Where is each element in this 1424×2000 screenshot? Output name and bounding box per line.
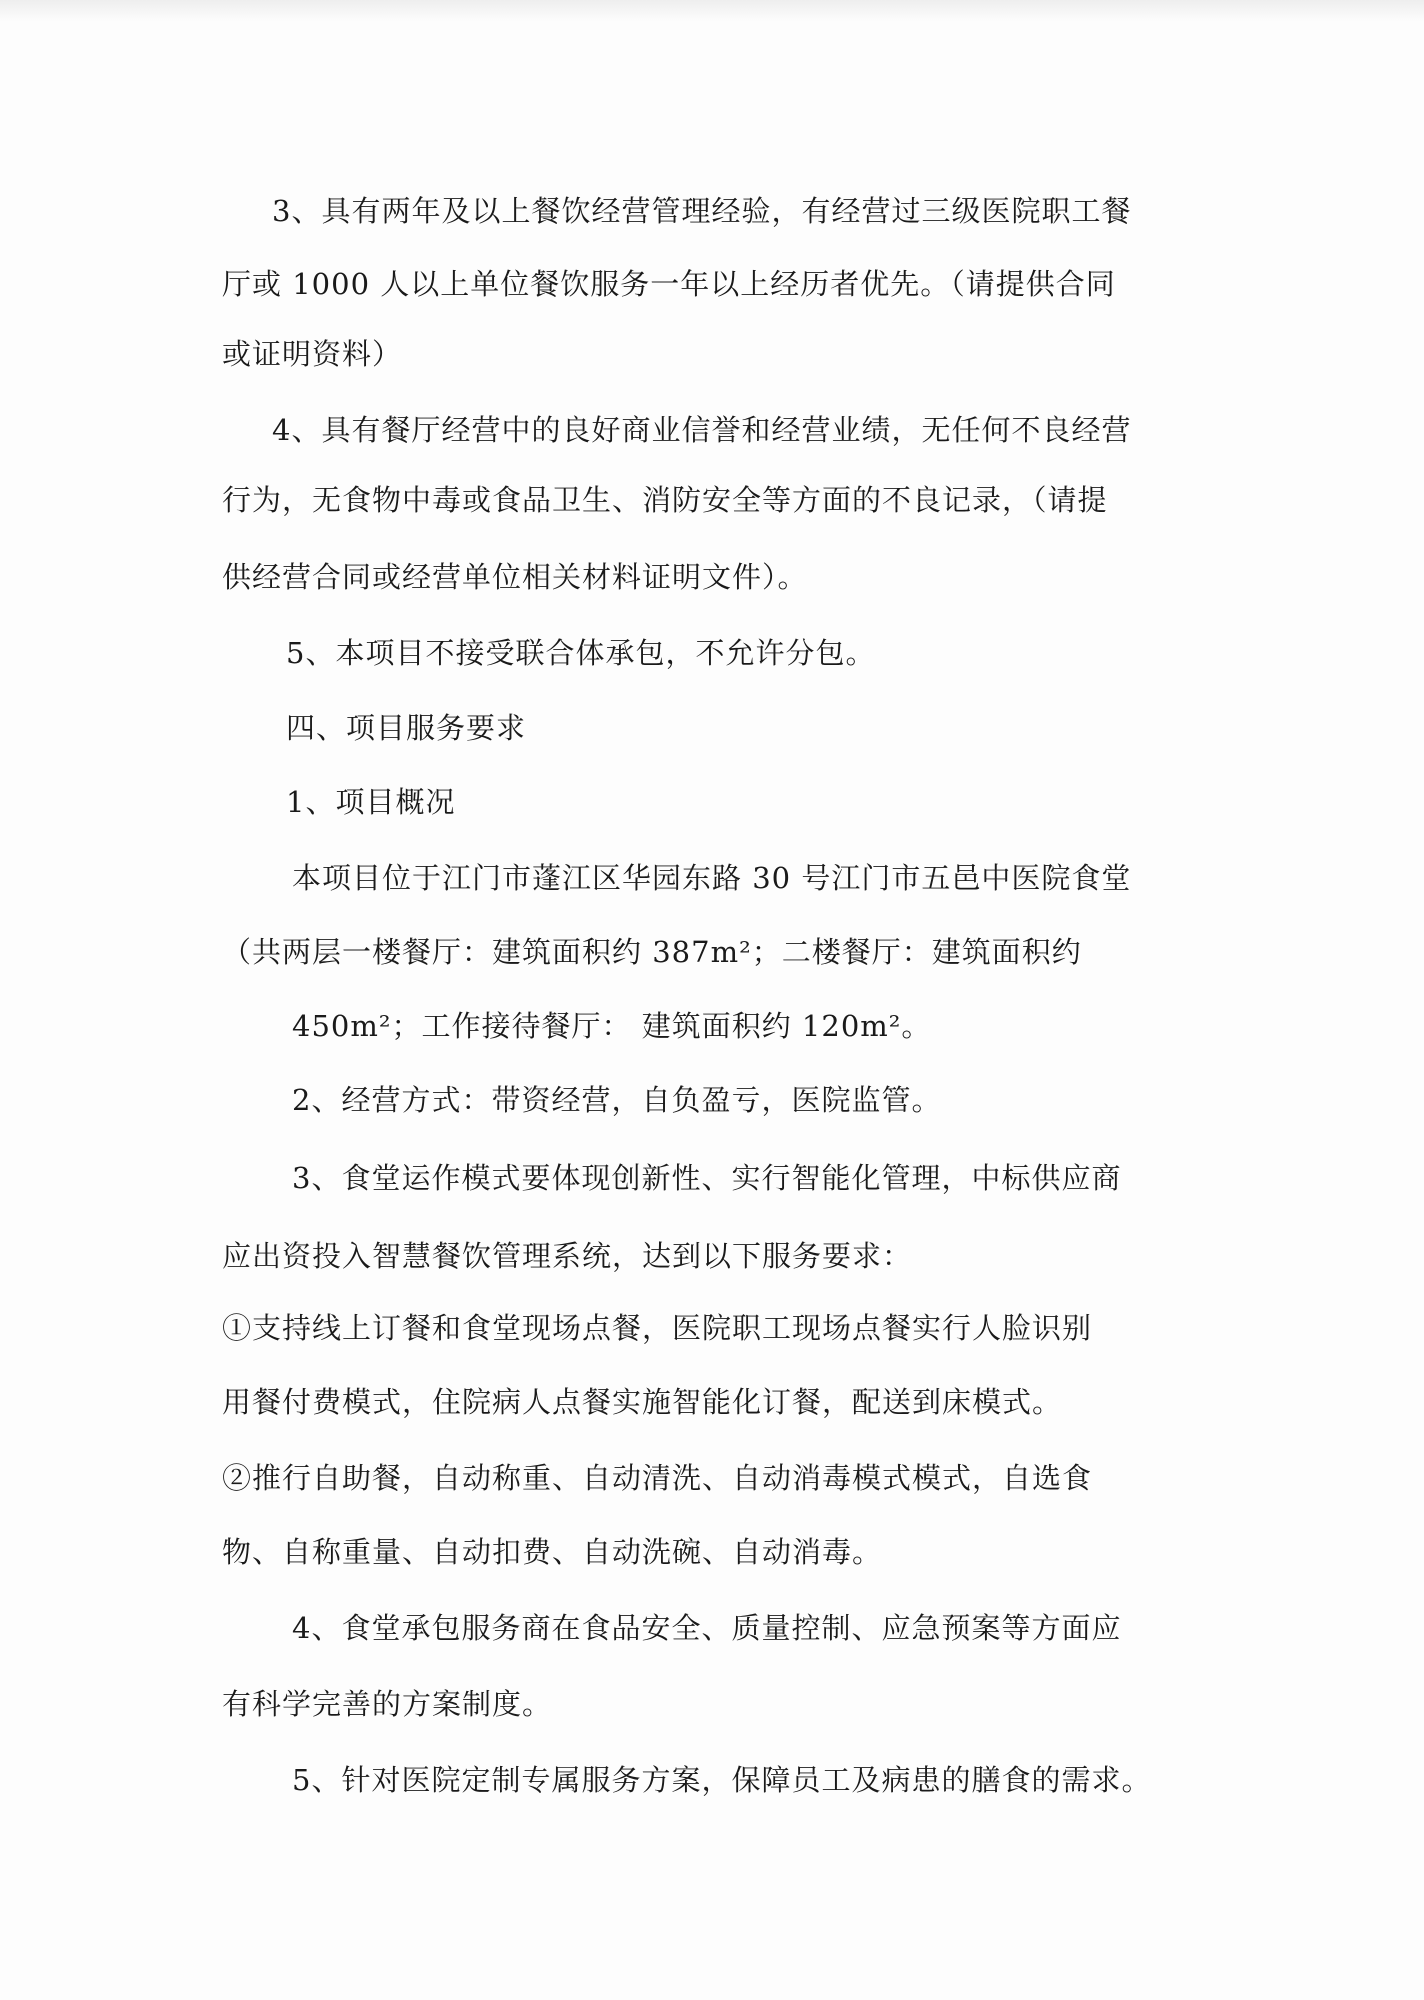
text-line: 5、针对医院定制专属服务方案，保障员工及病患的膳食的需求。: [292, 1763, 1152, 1797]
section-heading: 四、项目服务要求: [286, 711, 527, 745]
text-line: 有科学完善的方案制度。: [222, 1687, 553, 1721]
text-line: 3、食堂运作模式要体现创新性、实行智能化管理，中标供应商: [292, 1161, 1122, 1195]
text-line: 用餐付费模式，住院病人点餐实施智能化订餐，配送到床模式。: [222, 1385, 1063, 1419]
text-line: 物、自称重量、自动扣费、自动洗碗、自动消毒。: [222, 1535, 883, 1569]
text-line: （共两层一楼餐厅：建筑面积约 387m²；二楼餐厅：建筑面积约: [222, 935, 1082, 969]
text-line: 供经营合同或经营单位相关材料证明文件）。: [222, 560, 808, 594]
subsection-heading: 1、项目概况: [286, 785, 456, 819]
text-line: 450m²；工作接待餐厅： 建筑面积约 120m²。: [292, 1009, 932, 1043]
scan-edge: [0, 0, 1424, 22]
text-line: 3、具有两年及以上餐饮经营管理经验，有经营过三级医院职工餐: [272, 194, 1132, 228]
text-line: 4、具有餐厅经营中的良好商业信誉和经营业绩，无任何不良经营: [272, 413, 1132, 447]
text-line: 应出资投入智慧餐饮管理系统，达到以下服务要求：: [222, 1239, 913, 1273]
text-line: ①支持线上订餐和食堂现场点餐，医院职工现场点餐实行人脸识别: [222, 1311, 1093, 1345]
text-line: ②推行自助餐，自动称重、自动清洗、自动消毒模式模式，自选食: [222, 1461, 1093, 1495]
text-line: 或证明资料）: [222, 337, 403, 371]
text-line: 4、食堂承包服务商在食品安全、质量控制、应急预案等方面应: [292, 1611, 1122, 1645]
text-line: 行为，无食物中毒或食品卫生、消防安全等方面的不良记录，（请提: [222, 483, 1108, 517]
text-line: 厅或 1000 人以上单位餐饮服务一年以上经历者优先。（请提供合同: [222, 267, 1116, 301]
text-line: 本项目位于江门市蓬江区华园东路 30 号江门市五邑中医院食堂: [292, 861, 1132, 895]
text-line: 2、经营方式：带资经营，自负盈亏，医院监管。: [292, 1083, 942, 1117]
text-line: 5、本项目不接受联合体承包，不允许分包。: [286, 636, 876, 670]
